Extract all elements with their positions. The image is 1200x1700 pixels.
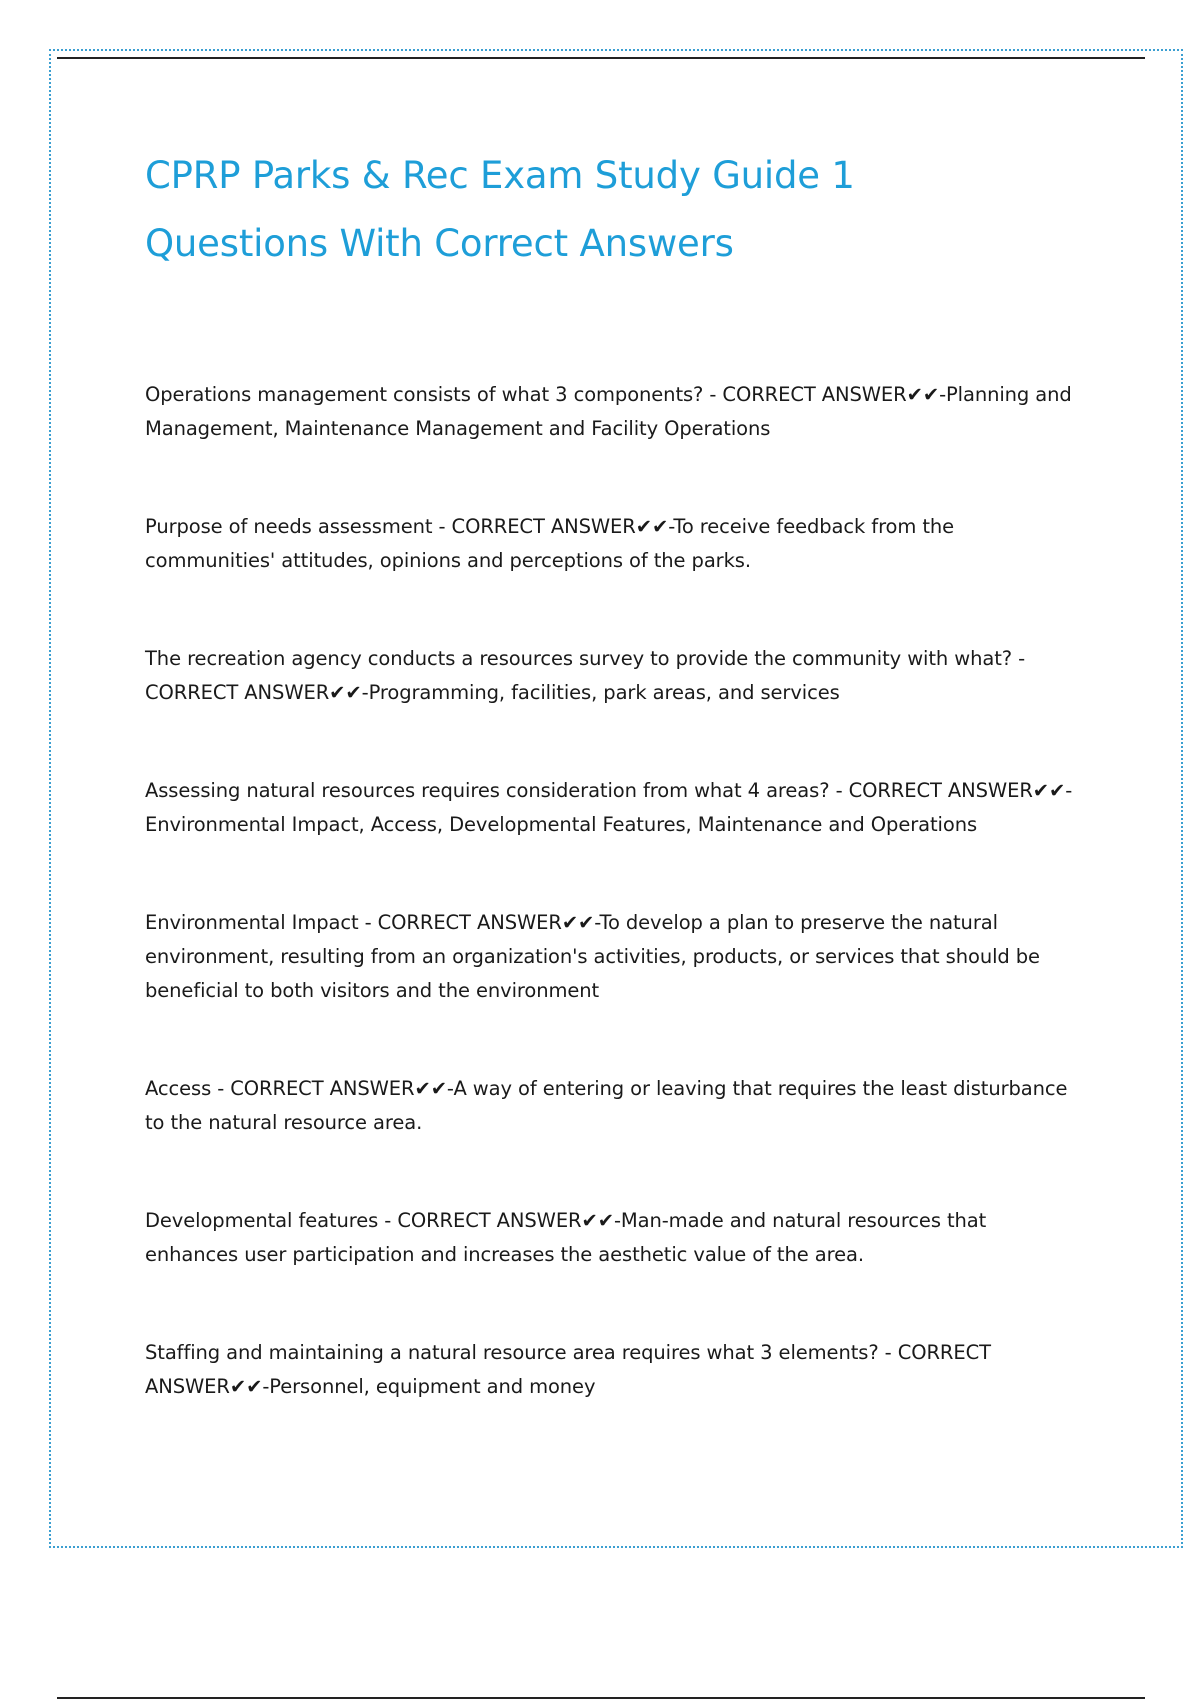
qa-item: Operations management consists of what 3 components? - CORRECT ANSWER✔✔-Planning and Management, Maintenance Management and Facility Operations xyxy=(145,383,1072,440)
qa-list xyxy=(145,378,1075,1404)
qa-item: Access - CORRECT ANSWER✔✔-A way of entering or leaving that requires the least disturbance to the natural resource area. xyxy=(145,1077,1068,1134)
qa-item: Developmental features - CORRECT ANSWER✔✔-Man-made and natural resources that enhances user participation and increases the aesthetic value of the area. xyxy=(145,1209,987,1266)
header-rule xyxy=(57,57,1145,59)
qa-item: Assessing natural resources requires consideration from what 4 areas? - CORRECT ANSWER✔✔-Environmental Impact, Access, Developmental Features, Maintenance and Operations xyxy=(145,779,1073,836)
qa-item: Staffing and maintaining a natural resource area requires what 3 elements? - CORRECT ANSWER✔✔-Personnel, equipment and money xyxy=(145,1341,991,1398)
title-line-2: Questions With Correct Answers xyxy=(145,222,734,265)
qa-item: Purpose of needs assessment - CORRECT ANSWER✔✔-To receive feedback from the communities' attitudes, opinions and perceptions of the parks. xyxy=(145,515,955,572)
qa-item: The recreation agency conducts a resources survey to provide the community with what? - CORRECT ANSWER✔✔-Programming, facilities, park areas, and services xyxy=(145,647,1026,704)
qa-item: Environmental Impact - CORRECT ANSWER✔✔-To develop a plan to preserve the natural environment, resulting from an organization's activities, products, or services that should be beneficial to both visitors and the environment xyxy=(145,911,1040,1002)
title-line-1: CPRP Parks & Rec Exam Study Guide 1 xyxy=(145,154,855,197)
footer-rule xyxy=(57,1697,1145,1699)
document-title xyxy=(145,142,1065,278)
